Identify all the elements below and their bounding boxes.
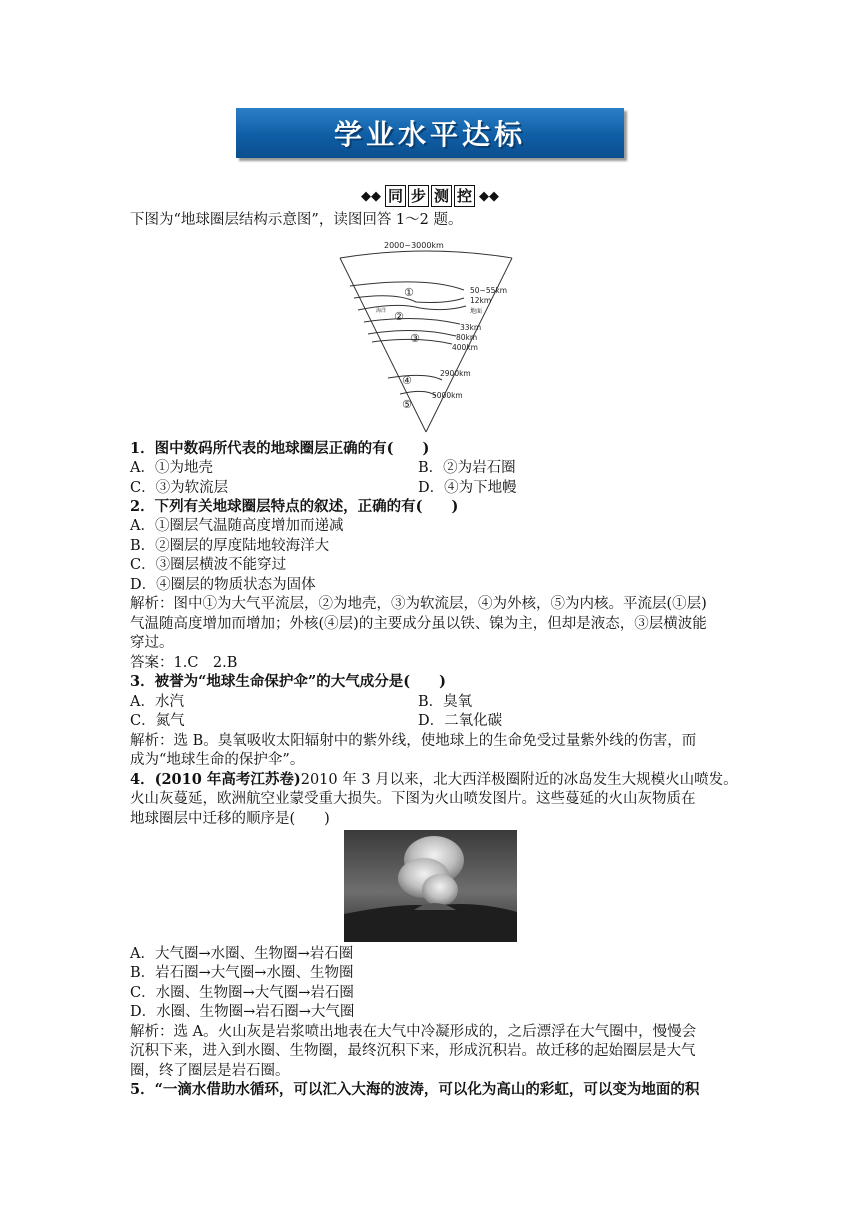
q2-option-c: C．③圈层横波不能穿过	[130, 557, 287, 573]
q3-stem: 3．被誉为“地球生命保护伞”的大气成分是( )	[130, 673, 446, 690]
q1-stem: 1．图中数码所代表的地球圈层正确的有( )	[130, 440, 430, 457]
svg-text:⑤: ⑤	[402, 398, 412, 411]
svg-text:③: ③	[410, 332, 420, 345]
intro-text: 下图为“地球圈层结构示意图”，读图回答 1～2 题。	[130, 212, 463, 228]
q1-option-a: A．①为地壳	[130, 460, 213, 476]
section-title: 同 步 测 控	[385, 185, 475, 207]
svg-text:2000~3000km: 2000~3000km	[384, 241, 444, 250]
q1-option-d: D．④为下地幔	[418, 480, 517, 496]
explanation-line: 解析：选 B。臭氧吸收太阳辐射中的紫外线，使地球上的生命免受过量紫外线的伤害，而	[130, 733, 697, 749]
answer-line: 答案：1.C 2.B	[130, 655, 238, 671]
q3-option-c: C．氮气	[130, 713, 185, 729]
svg-text:400km: 400km	[452, 343, 478, 352]
q2-option-d: D．④圈层的物质状态为固体	[130, 577, 316, 593]
earth-layers-diagram	[336, 238, 516, 434]
explanation-line: 解析：图中①为大气平流层，②为地壳，③为软流层，④为外核，⑤为内核。平流层(①层)	[130, 596, 707, 612]
q3-option-b: B．臭氧	[418, 694, 473, 710]
diamond-left-icon: ◆◆	[360, 188, 381, 204]
svg-text:2900km: 2900km	[440, 369, 471, 378]
svg-text:地面: 地面	[470, 308, 483, 315]
svg-text:12km: 12km	[470, 296, 492, 305]
q4-option-a: A．大气圈→水圈、生物圈→岩石圈	[130, 946, 354, 962]
diamond-right-icon: ◆◆	[479, 188, 500, 204]
svg-text:①: ①	[404, 286, 414, 299]
q4-stem-line: 火山灰蔓延，欧洲航空业蒙受重大损失。下图为火山喷发图片。这些蔓延的火山灰物质在	[130, 791, 696, 807]
svg-text:②: ②	[394, 310, 404, 323]
svg-text:33km: 33km	[460, 323, 482, 332]
explanation-line: 沉积下来，进入到水圈、生物圈，最终沉积下来，形成沉积岩。故迁移的起始圈层是大气	[130, 1043, 696, 1059]
svg-text:5000km: 5000km	[432, 391, 463, 400]
svg-text:50~55km: 50~55km	[470, 286, 508, 295]
explanation-line: 穿过。	[130, 635, 174, 651]
banner-title: 学业水平达标	[333, 118, 526, 151]
explanation-line: 气温随高度增加而增加；外核(④层)的主要成分虽以铁、镍为主，但却是液态，③层横波能	[130, 616, 707, 632]
q4-option-b: B．岩石圈→大气圈→水圈、生物圈	[130, 965, 354, 981]
q2-option-b: B．②圈层的厚度陆地较海洋大	[130, 538, 330, 554]
q4-option-c: C．水圈、生物圈→大气圈→岩石圈	[130, 985, 354, 1001]
q3-option-a: A．水汽	[130, 694, 184, 710]
explanation-line: 圈，终了圈层是岩石圈。	[130, 1063, 290, 1079]
q5-stem: 5．“一滴水借助水循环，可以汇入大海的波涛，可以化为高山的彩虹，可以变为地面的积	[130, 1081, 700, 1098]
q1-option-c: C．③为软流层	[130, 480, 229, 496]
q3-option-d: D．二氧化碳	[418, 713, 503, 729]
title-banner	[236, 108, 624, 158]
section-heading	[340, 183, 520, 209]
explanation-line: 解析：选 A。火山灰是岩浆喷出地表在大气中冷凝形成的，之后漂浮在大气圈中，慢慢会	[130, 1024, 697, 1040]
volcano-photo	[344, 830, 517, 942]
svg-text:④: ④	[402, 374, 412, 387]
q2-option-a: A．①圈层气温随高度增加而递减	[130, 518, 344, 534]
svg-text:海洋: 海洋	[376, 308, 387, 314]
q4-stem-line: 4．(2010 年高考江苏卷)2010 年 3 月以来，北大西洋极圈附近的冰岛发生大规模火山喷发。	[130, 771, 738, 788]
explanation-line: 成为“地球生命的保护伞”。	[130, 752, 305, 768]
q4-stem-line: 地球圈层中迁移的顺序是( )	[130, 811, 330, 827]
q2-stem: 2．下列有关地球圈层特点的叙述，正确的有( )	[130, 498, 459, 515]
svg-text:80km: 80km	[456, 333, 478, 342]
q1-option-b: B．②为岩石圈	[418, 460, 516, 476]
q4-option-d: D．水圈、生物圈→岩石圈→大气圈	[130, 1004, 355, 1020]
